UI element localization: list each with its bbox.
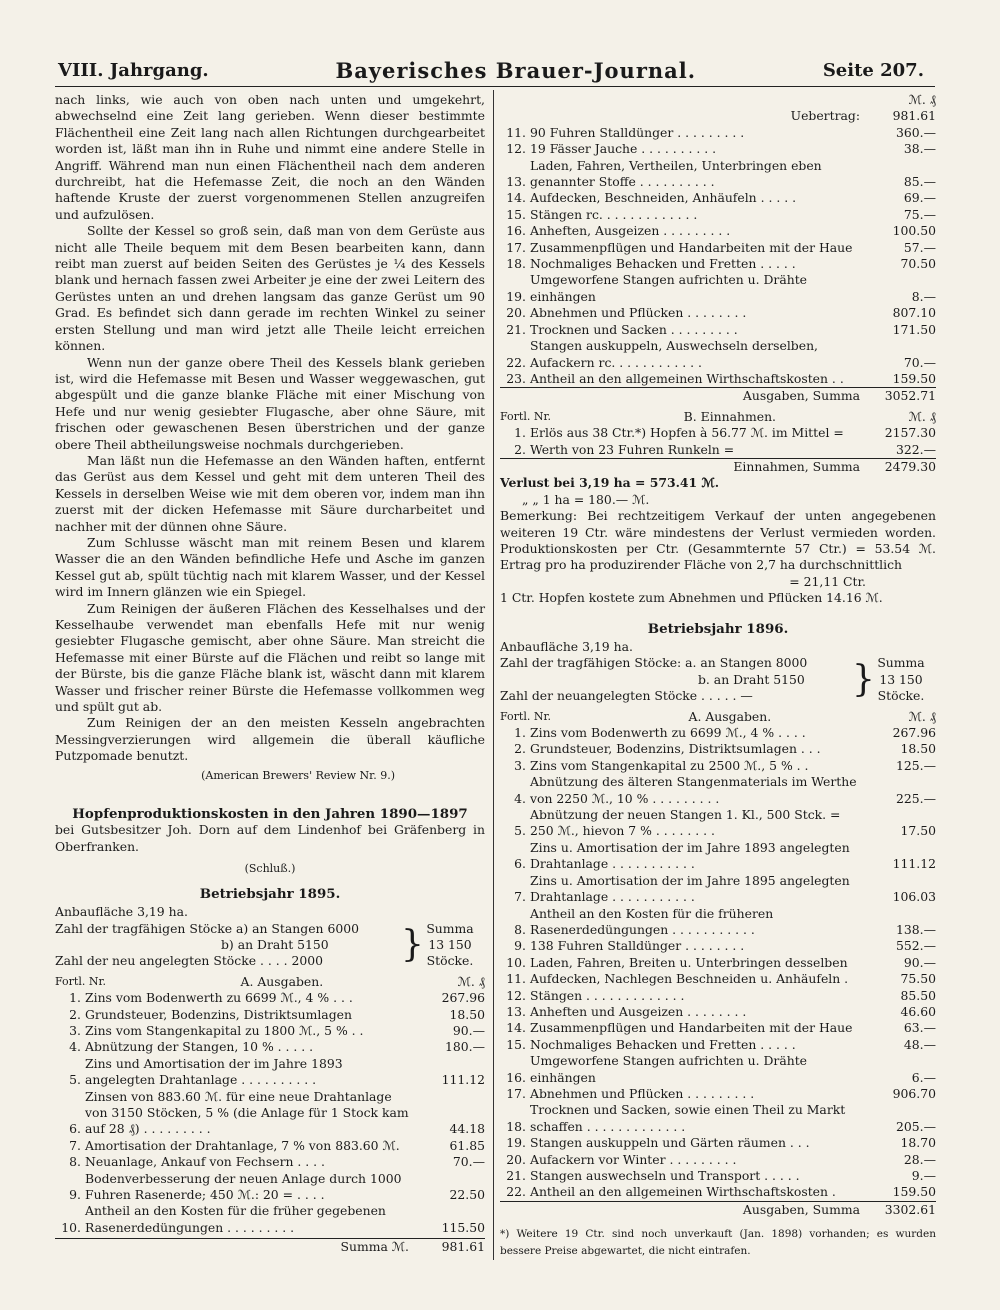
row-number: 9.	[514, 938, 526, 954]
brace: }	[401, 924, 424, 966]
row-text: Anheften, Ausgeizen . . . . . . . . .	[530, 223, 731, 239]
row-text: Aufackern vor Winter . . . . . . . . .	[530, 1151, 737, 1167]
table-row	[500, 1037, 936, 1053]
row-number: 2.	[514, 741, 526, 757]
journal-title: Bayerisches Brauer-Journal.	[335, 57, 697, 83]
table-row	[500, 807, 936, 840]
row-number: 3.	[69, 1022, 81, 1038]
row-value: 90.—	[452, 1022, 485, 1038]
table-row	[500, 141, 936, 157]
row-value: 906.70	[892, 1085, 936, 1101]
table-row	[500, 1135, 936, 1151]
area-line: Anbaufläche 3,19 ha.	[500, 639, 633, 654]
row-value: 267.96	[441, 990, 485, 1006]
row-value: 48.—	[903, 1036, 936, 1052]
section-title: A. Ausgaben.	[240, 973, 324, 989]
summa-value: 13 150	[428, 936, 472, 952]
paragraph: nach links, wie auch von oben nach unten und umgekehrt, abwechselnd eine Zeit lang gerieben. Wenn dieser bestimmte Flächentheil eine Zeit lang nach allen Richtungen durchgearbeitet worden ist, läßt man ihn in Ruhe und nimmt eine andere Stelle in Angriff. Während man nun einen Flächentheil nach dem anderen durchreibt, hat die Hefemasse Zeit, die noch an den Wänden haftende Kruste der zuerst vorgenommenen Stellen anzugreifen und aufzulösen.	[55, 92, 485, 222]
row-text: Zins und Amortisation der im Jahre 1893 angelegten Drahtanlage . . . . . . . . . .	[85, 1055, 343, 1088]
row-value: 44.18	[449, 1121, 485, 1137]
row-value: 138.—	[896, 921, 936, 937]
row-text: Neuanlage, Ankauf von Fechsern . . . .	[85, 1154, 325, 1170]
table-row	[500, 371, 936, 387]
table-header	[500, 409, 936, 425]
row-value: 70.—	[903, 354, 936, 370]
hop-cost-line: 1 Ctr. Hopfen kostete zum Abnehmen und Pflücken 14.16 ℳ.	[500, 590, 883, 606]
row-number: 12.	[506, 141, 526, 157]
row-value: 85.—	[903, 174, 936, 190]
row-value: 111.12	[441, 1072, 485, 1088]
row-value: 85.50	[900, 987, 936, 1003]
row-text: Laden, Fahren, Breiten u. Unterbringen desselben	[530, 954, 848, 970]
row-value: 125.—	[896, 757, 936, 773]
table-row	[500, 840, 936, 873]
expense-list	[55, 990, 485, 1236]
table-row	[55, 1138, 485, 1154]
row-text: Abnützung des älteren Stangenmaterials im Werthe von 2250 ℳ., 10 % . . . . . . . . .	[530, 774, 857, 806]
row-number: 5.	[69, 1072, 81, 1088]
row-value: 807.10	[892, 305, 936, 321]
uebertrag-label: Uebertrag:	[790, 108, 860, 124]
row-number: 21.	[506, 1168, 526, 1183]
row-number: 7.	[514, 889, 526, 905]
table-row	[55, 1039, 485, 1055]
page-header	[58, 56, 924, 84]
row-number: 6.	[514, 856, 526, 872]
row-value: 28.—	[903, 1151, 936, 1167]
table-row	[500, 338, 936, 371]
row-number: 1.	[69, 990, 81, 1006]
row-text: Aufdecken, Beschneiden, Anhäufeln . . . . .	[530, 190, 797, 206]
row-value: 18.50	[449, 1006, 485, 1022]
brace: }	[852, 659, 875, 701]
fortl-label: Fortl. Nr.	[500, 409, 552, 423]
row-value: 17.50	[900, 823, 936, 839]
income-list	[500, 425, 936, 458]
row-text: Umgeworfene Stangen aufrichten u. Drähte einhängen	[530, 1053, 808, 1085]
row-text: Antheil an den Kosten für die früheren Rasenerdedüngungen . . . . . . . . . . .	[530, 905, 774, 937]
plants-line: b) an Draht 5150	[221, 936, 329, 952]
uebertrag-row	[500, 108, 936, 124]
area-line: Anbaufläche 3,19 ha.	[55, 904, 188, 920]
table-row	[55, 1056, 485, 1089]
row-value: 100.50	[892, 223, 936, 239]
row-value: 2157.30	[884, 425, 936, 441]
table-row	[500, 1086, 936, 1102]
row-text: Erlös aus 38 Ctr.*) Hopfen à 56.77 ℳ. im Mittel =	[530, 425, 844, 441]
plants-line: Zahl der neu angelegten Stöcke . . . . 2000	[55, 953, 324, 969]
volume-label: VIII. Jahrgang.	[58, 59, 209, 81]
table-row	[500, 190, 936, 206]
article-title: Hopfenproduktionskosten in den Jahren 1890—1897	[72, 806, 468, 823]
row-value: 69.—	[903, 190, 936, 206]
row-value: 115.50	[441, 1219, 485, 1235]
summa-label: Summa	[877, 655, 925, 671]
row-text: Antheil an den Kosten für die früher gegebenen Rasenerdedüngungen . . . . . . . . .	[85, 1203, 386, 1235]
table-row	[55, 1007, 485, 1023]
currency-label: ℳ. ₰	[908, 92, 936, 107]
row-value: 205.—	[896, 1118, 936, 1134]
row-number: 3.	[514, 757, 526, 773]
row-value: 18.70	[900, 1135, 936, 1151]
table-row	[500, 725, 936, 741]
row-value: 225.—	[896, 790, 936, 806]
row-value: 70.—	[452, 1154, 485, 1170]
uebertrag-value: 981.61	[892, 108, 936, 124]
row-text: Werth von 23 Fuhren Runkeln =	[530, 441, 735, 457]
row-number: 2.	[514, 441, 526, 457]
row-number: 5.	[514, 823, 526, 839]
table-row	[500, 1152, 936, 1168]
row-text: 19 Fässer Jauche . . . . . . . . . .	[530, 141, 717, 157]
row-text: Laden, Fahren, Vertheilen, Unterbringen eben genannter Stoffe . . . . . . . . . .	[530, 157, 822, 190]
row-value: 171.50	[892, 321, 936, 337]
row-number: 8.	[514, 921, 526, 937]
row-text: Zins vom Bodenwerth zu 6699 ℳ., 4 % . . . .	[530, 725, 806, 741]
row-text: Stängen rc. . . . . . . . . . . . .	[530, 206, 698, 222]
row-number: 8.	[69, 1154, 81, 1170]
row-number: 12.	[506, 987, 526, 1003]
currency-label: ℳ. ₰	[457, 973, 485, 989]
row-value: 552.—	[896, 938, 936, 954]
row-text: Zins vom Stangenkapital zu 2500 ℳ., 5 % . .	[530, 757, 809, 773]
row-value: 46.60	[900, 1003, 936, 1019]
row-number: 19.	[506, 1135, 526, 1151]
row-text: Grundsteuer, Bodenzins, Distriktsumlagen . . .	[530, 741, 821, 757]
summa-label: Summa	[426, 920, 474, 936]
table-row	[500, 906, 936, 939]
row-value: 57.—	[903, 239, 936, 255]
row-text: Anheften und Ausgeizen . . . . . . . .	[530, 1003, 747, 1019]
row-value: 70.50	[900, 256, 936, 272]
row-number: 4.	[69, 1039, 81, 1055]
footnote: *) Weitere 19 Ctr. sind noch unverkauft (Jan. 1898) vorhanden; es wurden bessere Preise abgewartet, die nicht eintrafen.	[500, 1228, 936, 1257]
total-row	[55, 1238, 485, 1255]
row-value: 38.—	[903, 141, 936, 157]
currency-label: ℳ. ₰	[908, 408, 936, 424]
table-row	[500, 240, 936, 256]
table-row	[500, 971, 936, 987]
table-row	[500, 158, 936, 191]
row-value: 75.—	[903, 206, 936, 222]
total-row	[500, 458, 936, 475]
total-row	[500, 1201, 936, 1218]
row-text: Zusammenpflügen und Handarbeiten mit der Haue	[530, 1020, 853, 1036]
row-number: 18.	[506, 1118, 526, 1134]
table-row	[500, 1102, 936, 1135]
row-value: 63.—	[903, 1020, 936, 1036]
row-text: Nochmaliges Behacken und Fretten . . . . .	[530, 256, 796, 272]
table-row	[500, 873, 936, 906]
row-number: 6.	[69, 1121, 81, 1137]
row-text: Zins u. Amortisation der im Jahre 1893 angelegten Drahtanlage . . . . . . . . . . .	[530, 839, 850, 872]
plants-line: Zahl der tragfähigen Stöcke: a. an Stangen 8000	[500, 655, 808, 671]
row-number: 19.	[506, 288, 526, 304]
row-text: Aufdecken, Nachlegen Beschneiden u. Anhäufeln .	[530, 971, 849, 987]
row-value: 61.85	[449, 1137, 485, 1153]
total-value: 3302.61	[884, 1201, 936, 1217]
row-number: 17.	[506, 239, 526, 255]
table-row	[500, 272, 936, 305]
row-text: 138 Fuhren Stalldünger . . . . . . . .	[530, 938, 745, 954]
currency-header	[500, 92, 936, 108]
table-row	[55, 1203, 485, 1236]
row-number: 20.	[506, 1151, 526, 1167]
row-text: Amortisation der Drahtanlage, 7 % von 883.60 ℳ.	[85, 1137, 400, 1153]
table-row	[500, 1168, 936, 1184]
table-row	[500, 425, 936, 441]
remark-end: = 21,11 Ctr.	[789, 573, 866, 589]
row-number: 2.	[69, 1006, 81, 1022]
continuation-note: (Schluß.)	[244, 862, 296, 876]
row-number: 18.	[506, 256, 526, 272]
total-label: Einnahmen, Summa	[733, 458, 860, 474]
row-value: 159.50	[892, 1184, 936, 1200]
plants-line: Zahl der tragfähigen Stöcke a) an Stangen 6000	[55, 920, 359, 936]
right-column	[500, 92, 936, 1259]
row-value: 111.12	[892, 856, 936, 872]
row-number: 10.	[506, 954, 526, 970]
row-text: Abnehmen und Pflücken . . . . . . . . .	[530, 1085, 755, 1101]
row-number: 21.	[506, 321, 526, 337]
table-row	[55, 1023, 485, 1039]
summa-unit: Stöcke.	[426, 953, 474, 969]
table-row	[500, 955, 936, 971]
table-row	[500, 1053, 936, 1086]
table-row	[55, 1171, 485, 1204]
table-row	[500, 741, 936, 757]
year-title: Betriebsjahr 1896.	[647, 620, 789, 637]
summa-value: 13 150	[879, 671, 923, 687]
row-number: 16.	[506, 223, 526, 239]
row-text: Antheil an den allgemeinen Wirthschaftskosten .	[530, 1184, 836, 1200]
plants-block	[500, 655, 936, 704]
table-row	[500, 256, 936, 272]
row-value: 22.50	[449, 1187, 485, 1202]
row-number: 15.	[506, 1036, 526, 1052]
remark: Bemerkung: Bei rechtzeitigem Verkauf der unten angegebenen weiteren 19 Ctr. wäre mindestens der Verlust vermieden worden. Produktionskosten per Ctr. (Gesammternte 57 Ctr.) = 53.54 ℳ. Ertrag pro ha produzirender Fläche von 2,7 ha durchschnittlich	[500, 508, 936, 573]
table-row	[500, 223, 936, 239]
row-text: Zinsen von 883.60 ℳ. für eine neue Drahtanlage von 3150 Stöcken, 5 % (die Anlage für 1 Stock kam auf 28 ₰) . . . . . . . . .	[85, 1088, 409, 1137]
source-citation: (American Brewers' Review Nr. 9.)	[201, 768, 395, 782]
row-value: 159.50	[892, 370, 936, 386]
table-row	[500, 758, 936, 774]
row-text: Trocknen und Sacken, sowie einen Theil zu Markt schaffen . . . . . . . . . . . . .	[530, 1102, 846, 1134]
loss-line: Verlust bei 3,19 ha = 573.41 ℳ.	[500, 475, 720, 491]
row-value: 106.03	[892, 889, 936, 905]
row-text: Trocknen und Sacken . . . . . . . . .	[530, 321, 738, 337]
header-rule	[55, 86, 935, 87]
total-label: Ausgaben, Summa	[742, 388, 860, 404]
plants-block	[55, 921, 485, 970]
paragraph: Zum Schlusse wäscht man mit reinem Besen und klarem Wasser die an den Wänden befindliche Hefe und Asche im ganzen Kessel gut ab, spült tüchtig nach mit klarem Wasser, und der Kessel wird im Innern glänzen wie ein Spiegel.	[55, 534, 485, 600]
table-row	[55, 1089, 485, 1138]
row-text: Nochmaliges Behacken und Fretten . . . . .	[530, 1036, 796, 1052]
row-text: Stangen auswechseln und Transport . . . . .	[530, 1168, 800, 1183]
row-text: Zins u. Amortisation der im Jahre 1895 angelegten Drahtanlage . . . . . . . . . . .	[530, 872, 850, 905]
table-row	[500, 442, 936, 458]
row-number: 11.	[506, 124, 526, 140]
row-number: 1.	[514, 425, 526, 441]
total-value: 2479.30	[884, 458, 936, 474]
loss-line: „ „ 1 ha = 180.— ℳ.	[522, 491, 650, 507]
row-value: 267.96	[892, 725, 936, 741]
row-value: 90.—	[903, 954, 936, 970]
table-row	[500, 1020, 936, 1036]
row-number: 14.	[506, 190, 526, 206]
paragraph: Man läßt nun die Hefemasse an den Wänden haften, entfernt das Gerüst aus dem Kessel und geht mit dem unteren Theil des Kessels in derselben Weise wie mit dem oberen vor, indem man ihn zuerst mit der dicken Hefemasse mit Säure durcharbeitet und nachher mit der dünnen ohne Säure.	[55, 452, 485, 534]
row-number: 9.	[69, 1187, 81, 1202]
row-text: Abnützung der Stangen, 10 % . . . . .	[85, 1039, 314, 1055]
paragraph: Zum Reinigen der an den meisten Kesseln angebrachten Messingverzierungen wird allgemein die überall käufliche Putzpomade benutzt.	[55, 715, 485, 764]
row-text: 90 Fuhren Stalldünger . . . . . . . . .	[530, 124, 745, 140]
table-row	[500, 125, 936, 141]
row-value: 6.—	[911, 1069, 936, 1085]
row-number: 7.	[69, 1137, 81, 1153]
table-header	[55, 974, 485, 990]
paragraph: Sollte der Kessel so groß sein, daß man von dem Gerüste aus nicht alle Theile bequem mit dem Besen bearbeiten kann, dann reibt man zuerst auf beiden Seiten des Gerüstes je ¼ des Kessels blank und hernach fassen zwei Arbeiter je eine der zwei Leitern des Gerüstes unten an und drehen langsam das ganze Gerüst um 90 Grad. Es befindet sich dann gerade im rechten Winkel zu seiner ersten Stellung und man wird jetzt alle Theile leicht erreichen können.	[55, 223, 485, 354]
row-value: 180.—	[445, 1039, 485, 1055]
row-text: Stangen auskuppeln, Auswechseln derselben, Aufackern rc. . . . . . . . . . . .	[530, 338, 818, 370]
section-title: A. Ausgaben.	[688, 708, 772, 724]
row-value: 8.—	[911, 288, 936, 304]
total-value: 981.61	[441, 1239, 485, 1255]
row-text: Zusammenpflügen und Handarbeiten mit der Haue	[530, 239, 853, 255]
section-title: B. Einnahmen.	[683, 408, 776, 424]
row-number: 20.	[506, 305, 526, 321]
row-value: 18.50	[900, 741, 936, 757]
row-text: Bodenverbesserung der neuen Anlage durch 1000 Fuhren Rasenerde; 450 ℳ.: 20 = . . . .	[85, 1170, 402, 1202]
row-number: 22.	[506, 1184, 526, 1200]
table-row	[500, 774, 936, 807]
fortl-label: Fortl. Nr.	[500, 709, 552, 723]
fortl-label: Fortl. Nr.	[55, 974, 107, 988]
table-row	[500, 305, 936, 321]
total-label: Ausgaben, Summa	[742, 1201, 860, 1217]
row-value: 360.—	[896, 124, 936, 140]
row-text: Stängen . . . . . . . . . . . . .	[530, 987, 685, 1003]
table-header	[500, 709, 936, 725]
summa-unit: Stöcke.	[877, 688, 925, 704]
row-number: 13.	[506, 174, 526, 190]
row-text: Abnehmen und Pflücken . . . . . . . .	[530, 305, 747, 321]
row-text: Zins vom Bodenwerth zu 6699 ℳ., 4 % . . .	[85, 990, 353, 1006]
row-number: 10.	[61, 1219, 81, 1235]
row-text: Zins vom Stangenkapital zu 1800 ℳ., 5 % . .	[85, 1022, 364, 1038]
row-text: Grundsteuer, Bodenzins, Distriktsumlagen	[85, 1006, 352, 1022]
row-number: 13.	[506, 1003, 526, 1019]
total-row	[500, 387, 936, 404]
currency-label: ℳ. ₰	[908, 708, 936, 724]
year-title: Betriebsjahr 1895.	[199, 885, 341, 902]
table-row	[500, 1004, 936, 1020]
plants-line: b. an Draht 5150	[698, 671, 805, 687]
row-value: 9.—	[911, 1168, 936, 1183]
row-number: 4.	[514, 790, 526, 806]
expense-list	[500, 125, 936, 388]
table-row	[55, 990, 485, 1006]
table-row	[500, 1184, 936, 1200]
table-row	[500, 322, 936, 338]
total-label: Summa ℳ.	[340, 1239, 409, 1255]
column-divider	[493, 90, 494, 1260]
row-number: 23.	[506, 370, 526, 386]
row-number: 14.	[506, 1020, 526, 1036]
row-number: 17.	[506, 1085, 526, 1101]
row-number: 11.	[506, 971, 526, 987]
row-number: 16.	[506, 1069, 526, 1085]
paragraph: Zum Reinigen der äußeren Flächen des Kesselhalses und der Kesselhaube verwendet man ebenfalls Hefe mit nur wenig gesiebter Flugasche gemischt, aber ohne Säure. Man streicht die Hefemasse mit einer Bürste auf die Flächen und reibt so lange mit der Bürste, bis die ganze Fläche blank ist, wäscht dann mit klarem Wasser und frischer reiner Bürste die Hefemasse vollkommen weg und spült gut ab.	[55, 600, 485, 715]
row-number: 15.	[506, 206, 526, 222]
row-text: Abnützung der neuen Stangen 1. Kl., 500 Stck. = 250 ℳ., hievon 7 % . . . . . . . .	[530, 807, 841, 839]
table-row	[500, 207, 936, 223]
row-text: Umgeworfene Stangen aufrichten u. Drähte einhängen	[530, 272, 808, 304]
table-row	[500, 938, 936, 954]
article-subtitle: bei Gutsbesitzer Joh. Dorn auf dem Lindenhof bei Gräfenberg in Oberfranken.	[55, 822, 485, 854]
expense-list	[500, 725, 936, 1201]
table-row	[500, 988, 936, 1004]
left-column	[55, 92, 485, 1256]
row-number: 22.	[506, 354, 526, 370]
row-text: Antheil an den allgemeinen Wirthschaftskosten . .	[530, 370, 844, 386]
row-number: 1.	[514, 725, 526, 741]
table-row	[55, 1154, 485, 1170]
page-number: Seite 207.	[822, 59, 924, 81]
row-text: Stangen auskuppeln und Gärten räumen . . .	[530, 1135, 810, 1151]
row-value: 322.—	[896, 441, 936, 457]
total-value: 3052.71	[884, 388, 936, 404]
plants-line: Zahl der neuangelegten Stöcke . . . . . —	[500, 688, 753, 704]
row-value: 75.50	[900, 971, 936, 987]
paragraph: Wenn nun der ganze obere Theil des Kessels blank gerieben ist, wird die Hefemasse mit Besen und Wasser weggewaschen, gut abgespült und die ganze blanke Fläche mit einer Mischung von Hefe und nur wenig gesiebter Flugasche, aber ohne Säure, mit frischen oder gewaschenen Besen überstrichen und der ganze obere Theil abtheilungsweise nochmals durchgerieben.	[55, 354, 485, 452]
